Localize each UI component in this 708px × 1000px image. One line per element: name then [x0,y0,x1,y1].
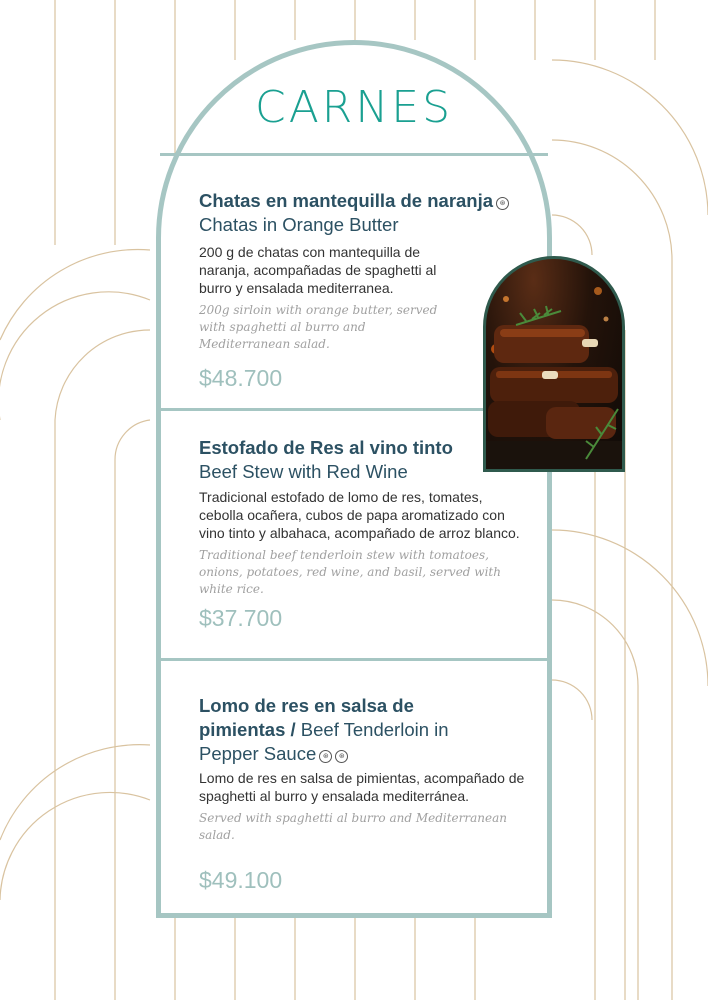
dish-description-en: 200g sirloin with orange butter, served with spaghetti al burro and Mediterranean salad. [199,303,438,351]
dish-name-es: Chatas en mantequilla de naranja [199,190,494,211]
menu-item [199,189,529,353]
dish-name-es: Lomo de res en salsa de pimientas / [199,695,414,740]
dish-description-en: Traditional beef tenderloin stew with tomatoes, onions, potatoes, red wine, and basil, served with white rice. [199,548,501,596]
allergen-icon: ⊛ [496,197,509,210]
dish-price: $49.100 [199,867,283,893]
divider-top [160,153,548,156]
allergen-icon: ⊛ [335,750,348,763]
menu-item [199,436,529,598]
dish-description-es: Tradicional estofado de lomo de res, tomates, cebolla ocañera, cubos de papa aromatizado con vino tinto y albahaca, acompañado de arroz blanco. [199,489,520,541]
dish-description-es: 200 g de chatas con mantequilla de naranja, acompañadas de spaghetti al burro y ensalada mediterranea. [199,244,437,296]
dish-price: $37.700 [199,605,283,631]
dish-photo [483,256,625,472]
allergen-icon: ⊛ [319,750,332,763]
menu-item [199,694,529,844]
divider-middle-2 [160,658,548,661]
section-title: CARNES [254,82,454,133]
dish-description-es: Lomo de res en salsa de pimientas, acompañado de spaghetti al burro y ensalada mediterránea. [199,770,525,804]
dish-title-block [199,694,469,766]
dish-description-en: Served with spaghetti al burro and Mediterranean salad. [199,811,507,842]
dish-name-en: Chatas in Orange Butter [199,214,399,235]
dish-name-en: Beef Stew with Red Wine [199,461,408,482]
dish-price: $48.700 [199,365,283,391]
dish-name-es: Estofado de Res al vino tinto [199,437,453,458]
dish-name-en: Beef Tenderloin in Pepper Sauce [199,719,449,764]
grilled-beef-image [486,259,622,469]
